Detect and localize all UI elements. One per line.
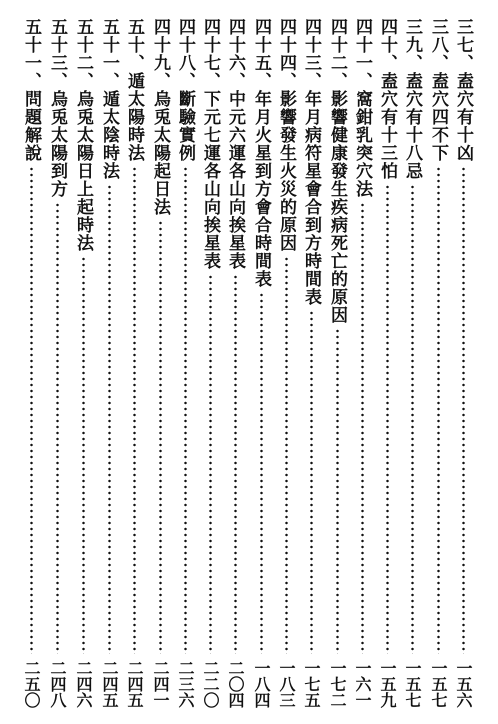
dot-leader bbox=[285, 256, 288, 654]
toc-entry bbox=[300, 18, 322, 708]
dot-leader bbox=[437, 166, 440, 654]
toc-entry-title: 五十一、遁太陰時法 bbox=[99, 18, 119, 180]
toc-entry-title: 三七、盍穴有十凶 bbox=[453, 18, 473, 162]
toc-entry bbox=[427, 18, 449, 708]
toc-entry bbox=[250, 18, 272, 708]
toc-page-number: 一八三 bbox=[277, 660, 296, 708]
dot-leader bbox=[133, 166, 136, 654]
dot-leader bbox=[411, 184, 414, 654]
toc-page-number: 二三六 bbox=[176, 660, 195, 708]
dot-leader bbox=[82, 256, 85, 654]
toc-page-number: 二四一 bbox=[151, 660, 170, 708]
dot-leader bbox=[184, 166, 187, 654]
toc-entry bbox=[275, 18, 297, 708]
toc-page-number: 二〇四 bbox=[226, 660, 245, 708]
toc-entry bbox=[123, 18, 145, 708]
dot-leader bbox=[159, 220, 162, 654]
dot-leader bbox=[260, 292, 263, 654]
dot-leader bbox=[234, 274, 237, 654]
dot-leader bbox=[386, 184, 389, 654]
toc-entry-title: 五十一、問題解說 bbox=[21, 18, 41, 162]
toc-entry-title: 五十二、烏兎太陽日上起時法 bbox=[73, 18, 93, 252]
toc-entry-title: 四十三、年月病符星會合到方時間表 bbox=[301, 18, 321, 306]
toc-entry bbox=[199, 18, 221, 708]
toc-page-number: 一七二 bbox=[328, 660, 347, 708]
toc-entry-title: 三八、盍穴四不下 bbox=[428, 18, 448, 162]
dot-leader bbox=[30, 166, 33, 654]
toc-entry-title: 五十三、烏兎太陽到方 bbox=[47, 18, 67, 198]
toc-entry-title: 四十一、窩鉗乳突穴法 bbox=[352, 18, 372, 198]
toc-entry-title: 四十五、年月火星到方會合時間表 bbox=[251, 18, 271, 288]
toc-page-number: 一七五 bbox=[302, 660, 321, 708]
toc-page-number: 二二〇 bbox=[201, 660, 220, 708]
dot-leader bbox=[209, 274, 212, 654]
toc-entry-title: 四十二、影響健康發生疾病死亡的原因 bbox=[327, 18, 347, 324]
toc-entry bbox=[326, 18, 348, 708]
toc-entry-title: 四十八、斷驗實例 bbox=[175, 18, 195, 162]
toc-entry bbox=[20, 18, 42, 708]
dot-leader bbox=[310, 310, 313, 654]
toc-entry bbox=[224, 18, 246, 708]
toc-page-number: 二四六 bbox=[74, 660, 93, 708]
toc-page-number: 一五七 bbox=[429, 660, 448, 708]
toc-entry bbox=[46, 18, 68, 708]
dot-leader bbox=[336, 328, 339, 654]
toc-entry-title: 四十、盍穴有十三怕 bbox=[377, 18, 397, 180]
toc-page-number: 一五六 bbox=[454, 660, 473, 708]
toc-entry bbox=[351, 18, 373, 708]
dot-leader bbox=[56, 202, 59, 654]
toc-entry bbox=[376, 18, 398, 708]
toc-page-number: 一五九 bbox=[378, 660, 397, 708]
toc-entry-title: 五十、遁太陽時法 bbox=[124, 18, 144, 162]
dot-leader bbox=[108, 184, 111, 654]
dot-leader bbox=[361, 202, 364, 654]
toc-entry bbox=[149, 18, 171, 708]
toc-entry-title: 四十九、烏兎太陽起日法 bbox=[150, 18, 170, 216]
toc-entry bbox=[98, 18, 120, 708]
toc-page-number: 二四五 bbox=[100, 660, 119, 708]
toc-page-number: 一八四 bbox=[252, 660, 271, 708]
toc-page-number: 一五七 bbox=[403, 660, 422, 708]
toc-entry bbox=[401, 18, 423, 708]
toc-page-number: 一六一 bbox=[353, 660, 372, 708]
toc-entry-title: 三九、盍穴有十八忌 bbox=[402, 18, 422, 180]
dot-leader bbox=[462, 166, 465, 654]
toc-entry bbox=[452, 18, 474, 708]
toc-entry bbox=[174, 18, 196, 708]
toc-page-number: 二四八 bbox=[48, 660, 67, 708]
toc-entry-title: 四十七、下元七運各山向挨星表 bbox=[200, 18, 220, 270]
toc-entry-title: 四十六、中元六運各山向挨星表 bbox=[225, 18, 245, 270]
toc-entry bbox=[72, 18, 94, 708]
toc-page-number: 二四五 bbox=[125, 660, 144, 708]
toc-entry-title: 四十四、影響發生火災的原因 bbox=[276, 18, 296, 252]
toc-page-number: 二五〇 bbox=[22, 660, 41, 708]
